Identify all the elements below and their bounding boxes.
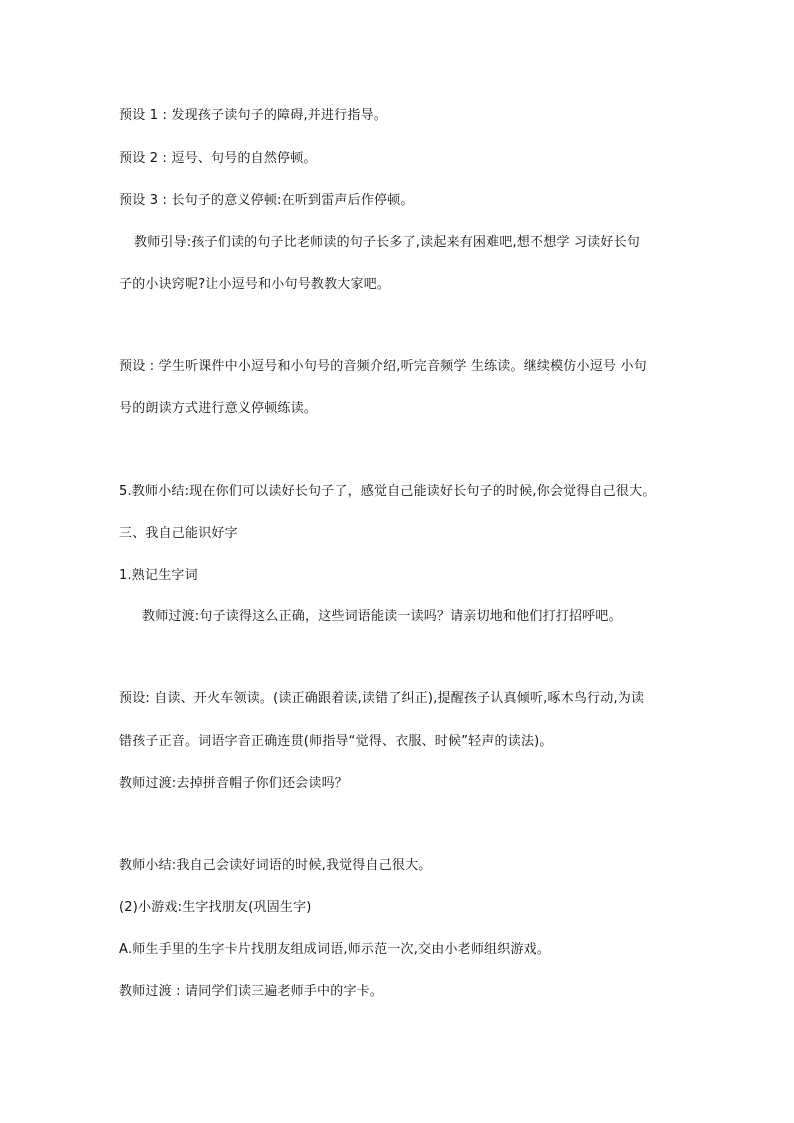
teacher-summary-words: 教师小结:我自己会读好词语的时候,我觉得自己很大。 bbox=[119, 858, 432, 873]
section-three-heading: 三、我自己能识好字 bbox=[119, 526, 238, 541]
preset-reading-line-2: 错孩子正音。词语字音正确连贯(师指导“觉得、衣服、时候”轻声的读法)。 bbox=[119, 734, 553, 749]
teacher-transition-pinyin: 教师过渡:去掉拼音帽子你们还会读吗？ bbox=[119, 776, 348, 791]
preset-audio-line-2: 号的朗读方式进行意义停顿练读。 bbox=[119, 401, 318, 416]
teacher-guide-line-1: 教师引导:孩子们读的句子比老师读的句子长多了,读起来有困难吧,想不想学 习读好长句 bbox=[134, 235, 640, 250]
preset-reading-line-1: 预设: 自读、开火车领读。(读正确跟着读,读错了纠正),提醒孩子认真倾听,啄木鸟行动,为读 bbox=[119, 691, 645, 706]
teacher-guide-line-2: 子的小诀窍呢?让小逗号和小句号教教大家吧。 bbox=[119, 277, 391, 292]
preset-1-line: 预设 1 : 发现孩子读句子的障碍,并进行指导。 bbox=[119, 108, 387, 123]
teacher-summary-5: 5.教师小结:现在你们可以读好长句子了，感觉自己能读好长句子的时候,你会觉得自己很大。 bbox=[119, 484, 656, 499]
preset-audio-line-1: 预设 : 学生听课件中小逗号和小句号的音频介绍,听完音频学 生练读。继续模仿小逗号 小句 bbox=[119, 359, 647, 374]
teacher-transition-cards: 教师过渡 : 请同学们读三遍老师手中的字卡。 bbox=[119, 984, 384, 999]
game-instruction-a: A.师生手里的生字卡片找朋友组成词语,师示范一次,交由小老师组织游戏。 bbox=[119, 942, 551, 957]
preset-3-line: 预设 3 : 长句子的意义停顿:在听到雷声后作停顿。 bbox=[119, 193, 414, 208]
subsection-1-heading: 1.熟记生字词 bbox=[119, 568, 198, 583]
mini-game-heading: (2)小游戏:生字找朋友(巩固生字) bbox=[119, 900, 312, 915]
teacher-transition-words: 教师过渡:句子读得这么正确，这些词语能读一读吗？请亲切地和他们打打招呼吧。 bbox=[142, 609, 622, 624]
preset-2-line: 预设 2 : 逗号、句号的自然停顿。 bbox=[119, 151, 317, 166]
